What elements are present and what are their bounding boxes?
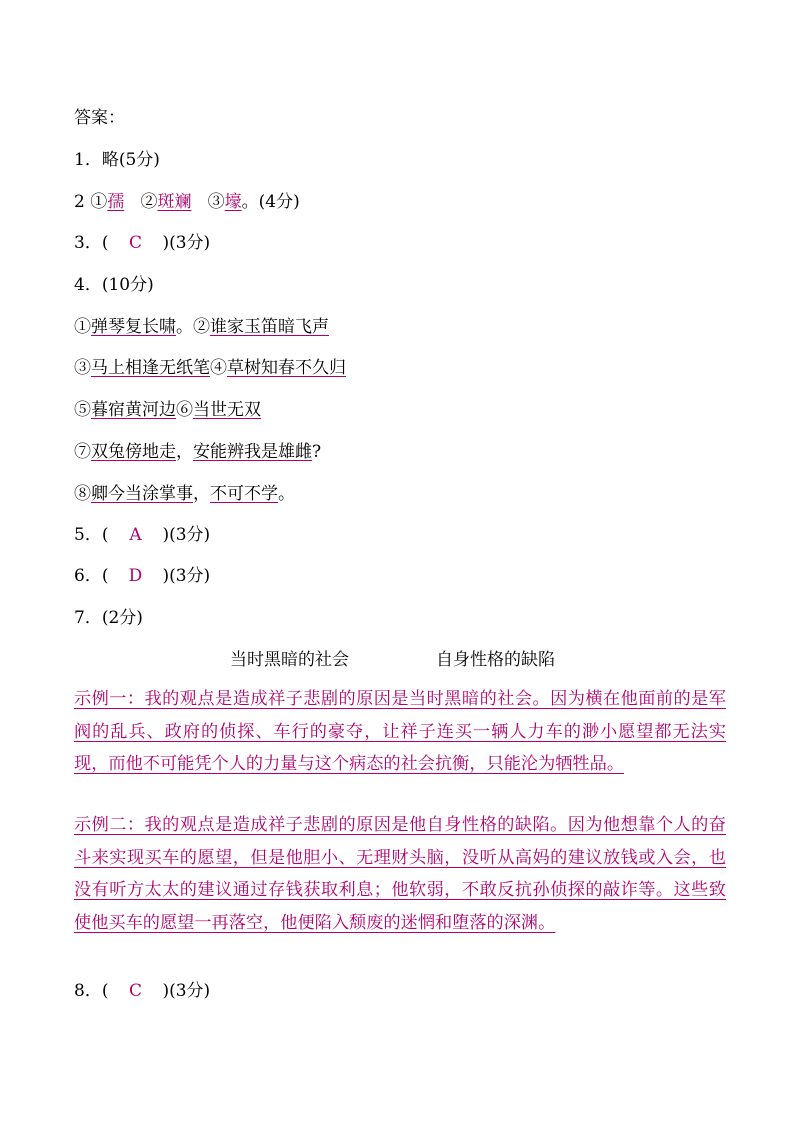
- answer-2-prefix: 2 ①: [74, 192, 108, 212]
- marker-3: ③: [74, 358, 91, 378]
- poem-line-7b: 安能辨我是雄雌: [193, 442, 312, 462]
- answer-5-prefix: 5．(: [74, 525, 109, 545]
- marker-5: ⑤: [74, 400, 91, 420]
- answer-4-line-5: [74, 482, 295, 506]
- answer-7-title: 7．(2分): [74, 608, 143, 628]
- answer-7-choice-1: 当时黑暗的社会: [230, 650, 349, 670]
- answer-4-line-2: [74, 356, 346, 380]
- poem-line-1: 弹琴复长啸: [91, 317, 176, 337]
- answer-2: [74, 190, 300, 214]
- answer-5: [74, 523, 210, 547]
- answer-8: [74, 979, 210, 1003]
- answer-4-line-4: [74, 440, 321, 464]
- marker-6: ⑥: [176, 400, 193, 420]
- poem-line-4: 草树知春不久归: [227, 358, 346, 378]
- poem-line-8a: 卿今当涂掌事: [91, 484, 193, 504]
- answer-6-choice: D: [128, 566, 143, 586]
- answer-1: 1．略(5分): [74, 150, 160, 170]
- poem-line-5: 暮宿黄河边: [91, 400, 176, 420]
- answer-5-choice: A: [129, 525, 142, 545]
- poem-line-3: 马上相逢无纸笔: [91, 358, 210, 378]
- answer-4-title: 4．(10分): [74, 275, 154, 295]
- answer-6: [74, 564, 210, 588]
- answer-2-suffix: 。(4分): [241, 192, 300, 212]
- answer-3: [74, 231, 210, 255]
- answer-3-prefix: 3．(: [74, 233, 109, 253]
- answer-8-choice: C: [128, 981, 142, 1001]
- poem-line-8b: 不可不学: [210, 484, 278, 504]
- answer-2-sep-2: ③: [191, 192, 225, 212]
- answer-7-choice-2: 自身性格的缺陷: [436, 650, 555, 670]
- punct-7: ，: [176, 442, 193, 462]
- punct-7-end: ?: [312, 442, 322, 462]
- marker-2: 。②: [176, 317, 210, 337]
- answer-5-suffix: )(3分): [162, 525, 211, 545]
- poem-line-7a: 双兔傍地走: [91, 442, 176, 462]
- answer-4-line-3: [74, 398, 261, 422]
- marker-7: ⑦: [74, 442, 91, 462]
- answer-2-item-3: 壕: [224, 192, 242, 212]
- answer-3-choice: C: [128, 233, 142, 253]
- poem-line-2: 谁家玉笛暗飞声: [210, 317, 329, 337]
- punct-8-end: 。: [278, 484, 295, 504]
- answer-3-suffix: )(3分): [162, 233, 211, 253]
- answer-7-example-2: 示例二：我的观点是造成祥子悲剧的原因是他自身性格的缺陷。因为他想靠个人的奋斗来实现买车的愿望，但是他胆小、无理财头脑，没听从高妈的建议放钱或入会，也没有听方太太的建议通过存钱获取利息；他软弱，不敢反抗孙侦探的敲诈等。这些致使他买车的愿望一再落空，他便陷入颓废的迷惘和堕落的深渊。: [74, 815, 726, 933]
- marker-1: ①: [74, 317, 91, 337]
- answer-4-line-1: [74, 315, 329, 339]
- marker-8: ⑧: [74, 484, 91, 504]
- answer-8-prefix: 8．(: [74, 981, 109, 1001]
- answer-2-sep-1: ②: [124, 192, 158, 212]
- answers-label: 答案：: [74, 108, 125, 128]
- answer-7-example-1: 示例一：我的观点是造成祥子悲剧的原因是当时黑暗的社会。因为横在他面前的是军阀的乱兵、政府的侦探、车行的豪夺，让祥子连买一辆人力车的渺小愿望都无法实现，而他不可能凭个人的力量与这个病态的社会抗衡，只能沦为牺牲品。: [74, 689, 726, 775]
- poem-line-6: 当世无双: [193, 400, 261, 420]
- marker-4: ④: [210, 358, 227, 378]
- answer-2-item-1: 孺: [107, 192, 125, 212]
- answer-6-prefix: 6．(: [74, 566, 109, 586]
- answer-6-suffix: )(3分): [162, 566, 211, 586]
- answer-2-item-2: 斑斓: [157, 192, 192, 212]
- answer-8-suffix: )(3分): [162, 981, 211, 1001]
- punct-8: ，: [193, 484, 210, 504]
